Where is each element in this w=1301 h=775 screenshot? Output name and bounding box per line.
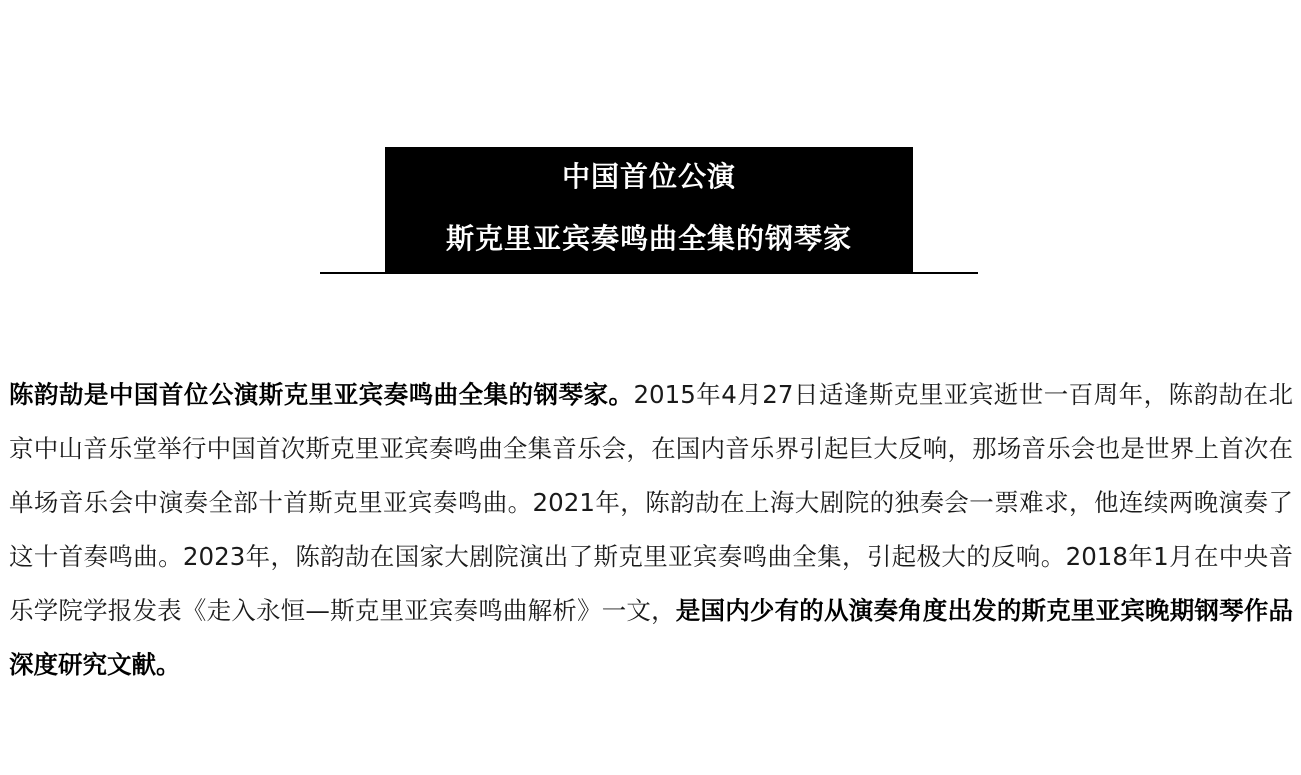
heading-title-box — [385, 147, 913, 273]
heading-title-line-1: 中国首位公演 — [561, 160, 736, 193]
closing-bold-sentence: 是国内少有的从演奏角度出发的斯克里亚宾晚期钢琴作品深度研究文献。 — [9, 596, 1294, 679]
lead-bold-sentence: 陈韵劼是中国首位公演斯克里亚宾奏鸣曲全集的钢琴家。 — [9, 380, 634, 409]
section-heading — [320, 147, 978, 274]
heading-title-line-2: 斯克里亚宾奏鸣曲全集的钢琴家 — [445, 222, 852, 255]
paragraph-main-text: 2015年4月27日适逢斯克里亚宾逝世一百周年，陈韵劼在北京中山音乐堂举行中国首次斯克里亚宾奏鸣曲全集音乐会，在国内音乐界引起巨大反响，那场音乐会也是世界上首次在单场音乐会中演奏全部十首斯克里亚宾奏鸣曲。2021年，陈韵劼在上海大剧院的独奏会一票难求，他连续两晚演奏了这十首奏鸣曲。2023年，陈韵劼在国家大剧院演出了斯克里亚宾奏鸣曲全集，引起极大的反响。2018年1月在中央音乐学院学报发表《走入永恒—斯克里亚宾奏鸣曲解析》一文， — [9, 380, 1293, 625]
article-paragraph — [9, 368, 1293, 692]
